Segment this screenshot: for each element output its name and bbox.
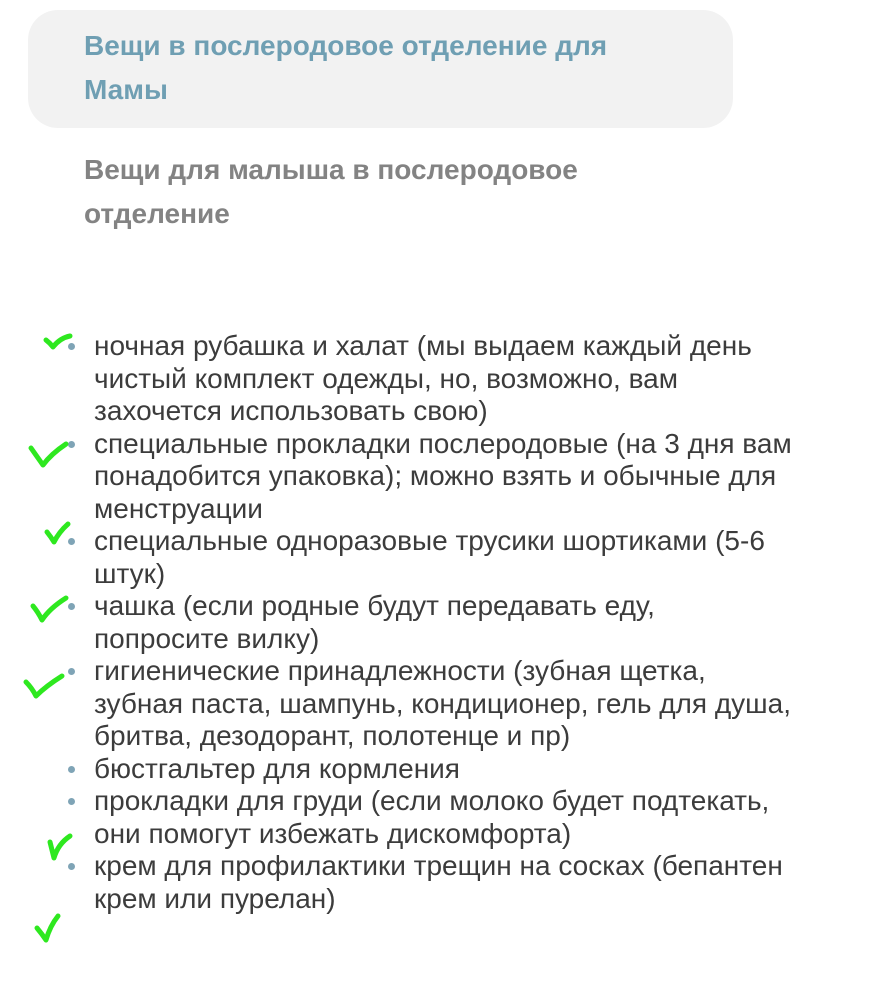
list-item: [0, 428, 892, 526]
handwritten-checkmark-icon: [40, 330, 76, 354]
list-item-text: бюстгальтер для кормления: [94, 752, 460, 784]
checklist: [0, 330, 892, 915]
list-item: [0, 330, 892, 428]
list-item: [0, 590, 892, 655]
tab-baby-label: Вещи для малыша в послеродовое отделение: [84, 154, 578, 229]
list-item: [0, 655, 892, 753]
list-item-text: чашка (если родные будут передавать еду, попросите вилку): [94, 590, 655, 654]
tab-mother-items[interactable]: [28, 10, 733, 128]
list-item-text: прокладки для груди (если молоко будет подтекать, они помогут избежать дискомфорта): [94, 785, 770, 849]
list-item-text: специальные прокладки послеродовые (на 3 дня вам понадобится упаковка); можно взять и обычные для менструации: [94, 427, 792, 524]
list-item: [0, 850, 892, 915]
list-item: [0, 525, 892, 590]
handwritten-checkmark-icon: [42, 520, 78, 548]
list-item-text: крем для профилактики трещин на сосках (бепантен крем или пурелан): [94, 850, 783, 914]
list-item-text: ночная рубашка и халат (мы выдаем каждый день чистый комплект одежды, но, возможно, вам захочется использовать свою): [94, 330, 752, 426]
handwritten-checkmark-icon: [44, 830, 78, 864]
list-item: [0, 753, 892, 786]
handwritten-checkmark-icon: [22, 668, 66, 702]
list-item-text: гигиенические принадлежности (зубная щетка, зубная паста, шампунь, кондиционер, гель для душа, бритва, дезодорант, полотенце и пр): [94, 655, 791, 751]
list-item: [0, 785, 892, 850]
handwritten-checkmark-icon: [26, 438, 70, 472]
handwritten-checkmark-icon: [32, 912, 70, 946]
handwritten-checkmark-icon: [28, 592, 72, 626]
list-item-text: специальные одноразовые трусики шортиками (5-6 штук): [94, 525, 765, 589]
tab-mother-label: Вещи в послеродовое отделение для Мамы: [84, 30, 608, 105]
tab-baby-items[interactable]: [28, 148, 733, 236]
bullet-dot-icon: [68, 668, 75, 675]
bullet-dot-icon: [68, 798, 75, 805]
bullet-dot-icon: [68, 863, 75, 870]
bullet-dot-icon: [68, 766, 75, 773]
